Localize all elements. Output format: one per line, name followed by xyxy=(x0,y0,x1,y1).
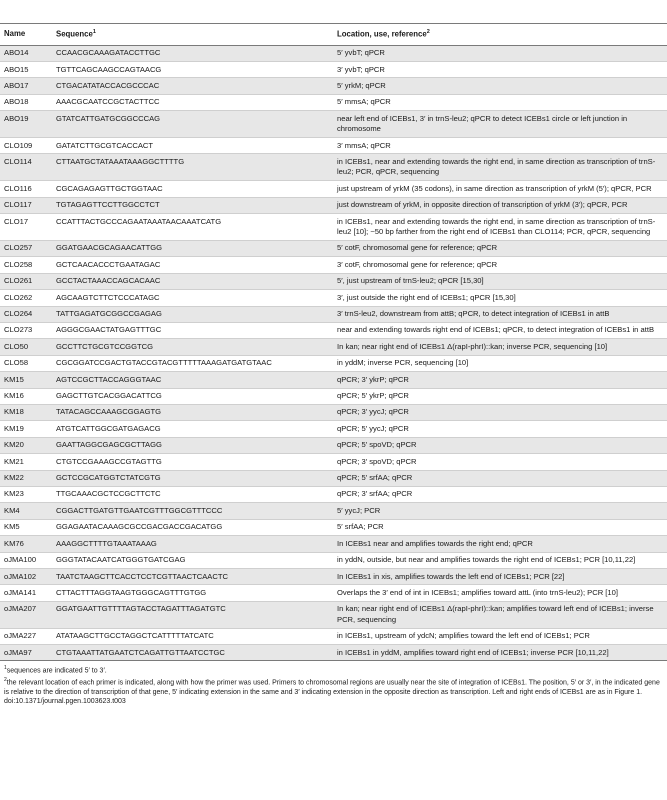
cell-location: qPCR; 5′ spoVD; qPCR xyxy=(333,437,667,453)
cell-name: KM76 xyxy=(0,536,52,552)
header-name: Name xyxy=(0,24,52,45)
cell-sequence: GGAGAATACAAAGCGCCGACGACCGACATGG xyxy=(52,519,333,535)
cell-location: 5′ srfAA; PCR xyxy=(333,519,667,535)
cell-location: qPCR; 5′ ykrP; qPCR xyxy=(333,388,667,404)
cell-name: KM21 xyxy=(0,454,52,470)
cell-name: KM23 xyxy=(0,486,52,502)
cell-name: KM15 xyxy=(0,372,52,388)
table-row xyxy=(0,372,667,388)
cell-name: CLO17 xyxy=(0,214,52,241)
cell-location: in yddM; inverse PCR, sequencing [10] xyxy=(333,355,667,371)
cell-sequence: CTGTCCGAAAGCCGTAGTTG xyxy=(52,454,333,470)
cell-location: qPCR; 5′ yycJ; qPCR xyxy=(333,421,667,437)
table-row xyxy=(0,197,667,213)
cell-name: KM22 xyxy=(0,470,52,486)
cell-sequence: GGGTATACAATCATGGGTGATCGAG xyxy=(52,552,333,568)
table-row xyxy=(0,437,667,453)
cell-location: 3′, just outside the right end of ICEBs1; qPCR [15,30] xyxy=(333,290,667,306)
table-row xyxy=(0,62,667,78)
cell-sequence: CTGTAAATTATGAATCTCAGATTGTTAATCCTGC xyxy=(52,645,333,661)
table-row xyxy=(0,388,667,404)
table-row xyxy=(0,519,667,535)
table-row xyxy=(0,138,667,154)
table-row xyxy=(0,94,667,110)
cell-name: CLO116 xyxy=(0,181,52,197)
table-row xyxy=(0,322,667,338)
table-row xyxy=(0,355,667,371)
table-row xyxy=(0,628,667,644)
doi-label: doi:10.1371/journal.pgen.1003623.t003 xyxy=(4,698,126,706)
cell-location: 5′, just upstream of trnS-leu2; qPCR [15,30] xyxy=(333,273,667,289)
cell-sequence: CGGACTTGATGTTGAATCGTTTGGCGTTTCCC xyxy=(52,503,333,519)
cell-name: CLO264 xyxy=(0,306,52,322)
cell-location: in yddN, outside, but near and amplifies towards the right end of ICEBs1; PCR [10,11,22] xyxy=(333,552,667,568)
cell-sequence: GCCTACTAAACCAGCACAAC xyxy=(52,273,333,289)
primer-table xyxy=(0,24,667,661)
cell-sequence: ATGTCATTGGCGATGAGACG xyxy=(52,421,333,437)
cell-name: CLO273 xyxy=(0,322,52,338)
cell-name: CLO109 xyxy=(0,138,52,154)
cell-location: just upstream of yrkM (35 codons), in same direction as transcription of yrkM (5′); qPCR, PCR xyxy=(333,181,667,197)
cell-name: CLO262 xyxy=(0,290,52,306)
cell-location: qPCR; 3′ spoVD; qPCR xyxy=(333,454,667,470)
cell-location: In ICEBs1 in xis, amplifies towards the left end of ICEBs1; PCR [22] xyxy=(333,569,667,585)
cell-location: 3′ mmsA; qPCR xyxy=(333,138,667,154)
cell-sequence: CTGACATATACCACGCCCAC xyxy=(52,78,333,94)
table-row xyxy=(0,290,667,306)
cell-name: CLO257 xyxy=(0,240,52,256)
cell-name: ABO14 xyxy=(0,45,52,61)
cell-location: near left end of ICEBs1, 3′ in trnS-leu2; qPCR to detect ICEBs1 circle or left junction in chromosome xyxy=(333,111,667,138)
footnote-1: $^1$sequences are indicated 5′ to 3′. xyxy=(4,665,107,675)
table-row xyxy=(0,306,667,322)
cell-name: ABO17 xyxy=(0,78,52,94)
cell-sequence: TATACAGCCAAAGCGGAGTG xyxy=(52,404,333,420)
cell-location: in ICEBs1, upstream of ydcN; amplifies toward the left end of ICEBs1; PCR xyxy=(333,628,667,644)
table-row xyxy=(0,273,667,289)
cell-location: 3′ trnS-leu2, downstream from attB; qPCR, to detect integration of ICEBs1 in attB xyxy=(333,306,667,322)
cell-sequence: CTTAATGCTATAAATAAAGGCTTTTG xyxy=(52,154,333,181)
cell-location: 3′ yvbT; qPCR xyxy=(333,62,667,78)
cell-name: KM20 xyxy=(0,437,52,453)
cell-sequence: GCCTTCTGCGTCCGGTCG xyxy=(52,339,333,355)
cell-location: 5′ yrkM; qPCR xyxy=(333,78,667,94)
cell-sequence: GATATCTTGCGTCACCACT xyxy=(52,138,333,154)
cell-location: 5′ mmsA; qPCR xyxy=(333,94,667,110)
table-row xyxy=(0,45,667,61)
cell-sequence: AAACGCAATCCGCTACTTCC xyxy=(52,94,333,110)
cell-name: ABO15 xyxy=(0,62,52,78)
cell-location: In kan; near right end of ICEBs1 Δ(rapI-phrI)::kan; amplifies toward left end of ICEBs1; inverse PCR, sequencing xyxy=(333,601,667,628)
cell-name: CLO58 xyxy=(0,355,52,371)
cell-location: in ICEBs1 in yddM, amplifies toward right end of ICEBs1; inverse PCR [10,11,22] xyxy=(333,645,667,661)
table-row xyxy=(0,214,667,241)
cell-sequence: AGTCCGCTTACCAGGGTAAC xyxy=(52,372,333,388)
cell-sequence: ATATAAGCTTGCCTAGGCTCATTTTTATCATC xyxy=(52,628,333,644)
cell-location: in ICEBs1, near and extending towards the right end, in same direction as transcription of trnS-leu2; PCR, qPCR, sequencing xyxy=(333,154,667,181)
cell-name: KM19 xyxy=(0,421,52,437)
table-row xyxy=(0,404,667,420)
cell-name: CLO117 xyxy=(0,197,52,213)
cell-sequence: TATTGAGATGCGGCCGAGAG xyxy=(52,306,333,322)
cell-location: just downstream of yrkM, in opposite direction of transcription of yrkM (3′); qPCR, PCR xyxy=(333,197,667,213)
header-location: Location, use, reference$^2$ xyxy=(333,24,667,45)
cell-sequence: TGTAGAGTTCCTTGGCCTCT xyxy=(52,197,333,213)
cell-sequence: GCTCAACACCCTGAATAGAC xyxy=(52,257,333,273)
header-sequence: Sequence$^1$ xyxy=(52,24,333,45)
table-row xyxy=(0,645,667,661)
table-row xyxy=(0,78,667,94)
cell-location: 5′ cotF, chromosomal gene for reference; qPCR xyxy=(333,240,667,256)
top-rule xyxy=(0,0,667,24)
table-row xyxy=(0,339,667,355)
cell-location: qPCR; 3′ yycJ; qPCR xyxy=(333,404,667,420)
table-row xyxy=(0,181,667,197)
cell-sequence: CTTACTTTAGGTAAGTGGGCAGTTTGTGG xyxy=(52,585,333,601)
cell-name: KM5 xyxy=(0,519,52,535)
cell-sequence: TGTTCAGCAAGCCAGTAACG xyxy=(52,62,333,78)
cell-sequence: GAGCTTGTCACGGACATTCG xyxy=(52,388,333,404)
cell-location: qPCR; 5′ srfAA; qPCR xyxy=(333,470,667,486)
cell-location: near and extending towards right end of ICEBs1; qPCR, to detect integration of ICEBs1 in attB xyxy=(333,322,667,338)
cell-name: ABO18 xyxy=(0,94,52,110)
cell-location: in ICEBs1, near and extending towards the right end, in same direction as transcription of trnS-leu2 [10]; ~50 bp farther from the right end of ICEBs1 than CLO114; PCR, qPCR, sequencing xyxy=(333,214,667,241)
table-row xyxy=(0,503,667,519)
cell-sequence: GAATTAGGCGAGCGCTTAGG xyxy=(52,437,333,453)
table-row xyxy=(0,552,667,568)
cell-sequence: GTATCATTGATGCGGCCCAG xyxy=(52,111,333,138)
cell-location: qPCR; 3′ srfAA; qPCR xyxy=(333,486,667,502)
cell-name: KM4 xyxy=(0,503,52,519)
cell-name: KM16 xyxy=(0,388,52,404)
table-header xyxy=(0,24,667,45)
cell-location: In ICEBs1 near and amplifies towards the right end; qPCR xyxy=(333,536,667,552)
table-body xyxy=(0,45,667,661)
table-row xyxy=(0,486,667,502)
cell-name: CLO50 xyxy=(0,339,52,355)
cell-location: 5′ yycJ; PCR xyxy=(333,503,667,519)
cell-name: oJMA102 xyxy=(0,569,52,585)
cell-location: 3′ cotF, chromosomal gene for reference; qPCR xyxy=(333,257,667,273)
cell-location: qPCR; 3′ ykrP; qPCR xyxy=(333,372,667,388)
cell-sequence: TAATCTAAGCTTCACCTCCTCGTTAACTCAACTC xyxy=(52,569,333,585)
cell-sequence: CCAACGCAAAGATACCTTGC xyxy=(52,45,333,61)
cell-sequence: GGATGAATTGTTTTAGTACCTAGATTTAGATGTC xyxy=(52,601,333,628)
table-row xyxy=(0,585,667,601)
cell-sequence: AGCAAGTCTTCTCCCATAGC xyxy=(52,290,333,306)
cell-name: ABO19 xyxy=(0,111,52,138)
table-row xyxy=(0,154,667,181)
table-row xyxy=(0,470,667,486)
table-row xyxy=(0,111,667,138)
footnote-2: $^2$the relevant location of each primer is indicated, along with how the primer was used. Primers to chromosomal regions are usually near the site of integration of ICEBs1. The position, 5′ or 3′, in the indicated gene is relative to the direction of transcription of that gene, 5′ indicating extension in the same and 3′ indicating extension in the opposite direction as transcription. Left and right ends of ICEBs1 are as in Figure 1. xyxy=(4,677,660,696)
table-row xyxy=(0,601,667,628)
table-footnotes xyxy=(0,661,667,706)
cell-sequence: AAAGGCTTTTGTAAATAAAG xyxy=(52,536,333,552)
cell-name: CLO261 xyxy=(0,273,52,289)
cell-name: oJMA97 xyxy=(0,645,52,661)
cell-name: oJMA100 xyxy=(0,552,52,568)
cell-sequence: CCATTTACTGCCCAGAATAAATAACAAATCATG xyxy=(52,214,333,241)
cell-name: KM18 xyxy=(0,404,52,420)
cell-name: CLO258 xyxy=(0,257,52,273)
cell-sequence: AGGGCGAACTATGAGTTTGC xyxy=(52,322,333,338)
cell-sequence: CGCAGAGAGTTGCTGGTAAC xyxy=(52,181,333,197)
table-row xyxy=(0,421,667,437)
table-row xyxy=(0,257,667,273)
cell-sequence: CGCGGATCCGACTGTACCGTACGTTTTTAAAGATGATGTAAC xyxy=(52,355,333,371)
cell-sequence: GGATGAACGCAGAACATTGG xyxy=(52,240,333,256)
table-row xyxy=(0,454,667,470)
cell-name: CLO114 xyxy=(0,154,52,181)
cell-name: oJMA227 xyxy=(0,628,52,644)
table-row xyxy=(0,536,667,552)
cell-location: Overlaps the 3′ end of int in ICEBs1; amplifies toward attL (into trnS-leu2); PCR [10] xyxy=(333,585,667,601)
cell-location: In kan; near right end of ICEBs1 Δ(rapI-phrI)::kan; inverse PCR, sequencing [10] xyxy=(333,339,667,355)
cell-location: 5′ yvbT; qPCR xyxy=(333,45,667,61)
cell-sequence: GCTCCGCATGGTCTATCGTG xyxy=(52,470,333,486)
cell-name: oJMA141 xyxy=(0,585,52,601)
table-row xyxy=(0,569,667,585)
table-row xyxy=(0,240,667,256)
cell-name: oJMA207 xyxy=(0,601,52,628)
cell-sequence: TTGCAAACGCTCCGCTTCTC xyxy=(52,486,333,502)
